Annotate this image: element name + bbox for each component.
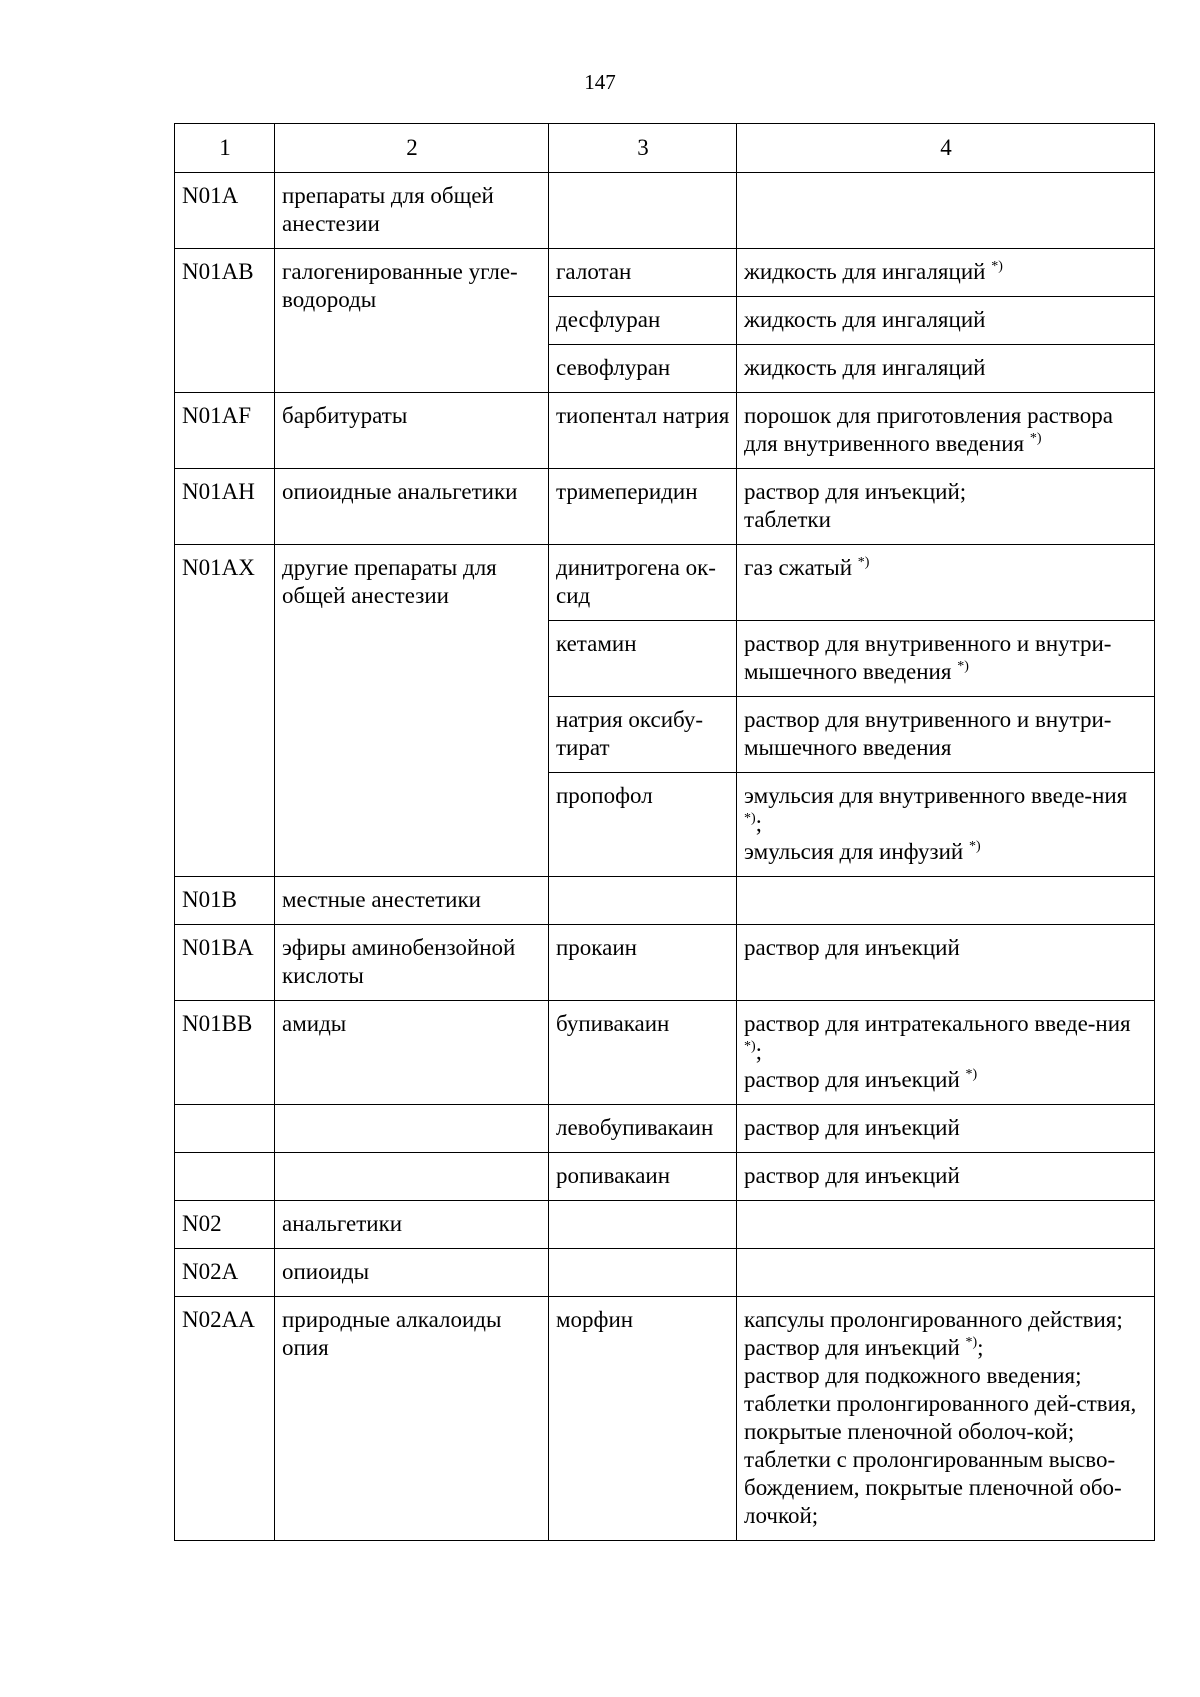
dosage-form-cell xyxy=(737,545,1155,621)
dosage-form-text: эмульсия для внутривенного введе-ния xyxy=(744,783,1128,808)
drug-name-cell: кетамин xyxy=(549,621,737,697)
anatomical-group-cell: анальгетики xyxy=(275,1201,549,1249)
column-header-2: 2 xyxy=(275,124,549,173)
footnote-mark: *) xyxy=(857,555,870,570)
dosage-form-cell xyxy=(737,1249,1155,1297)
table-row xyxy=(175,925,1155,1001)
anatomical-group-cell: другие препараты для общей анестезии xyxy=(275,545,549,877)
anatomical-group-cell: местные анестетики xyxy=(275,877,549,925)
punctuation: ; xyxy=(755,811,763,836)
dosage-form-text: газ сжатый xyxy=(744,555,853,580)
dosage-form-text: капсулы пролонгированного действия; xyxy=(744,1307,1123,1332)
dosage-form-line xyxy=(744,1162,1148,1190)
table-row xyxy=(175,393,1155,469)
dosage-form-cell xyxy=(737,173,1155,249)
footnote-mark: *) xyxy=(965,1067,978,1082)
drug-list-table xyxy=(174,123,1155,1541)
dosage-form-cell xyxy=(737,1201,1155,1249)
anatomical-group-cell: галогенированные угле-водороды xyxy=(275,249,549,393)
atc-code-cell: N01AB xyxy=(175,249,275,393)
drug-name-cell: бупивакаин xyxy=(549,1001,737,1105)
drug-name-cell: тримеперидин xyxy=(549,469,737,545)
anatomical-group-cell: опиоидные анальгетики xyxy=(275,469,549,545)
dosage-form-cell xyxy=(737,925,1155,1001)
dosage-form-line xyxy=(744,1390,1148,1446)
dosage-form-text: таблетки пролонгированного дей-ствия, покрытые пленочной оболоч-кой; xyxy=(744,1391,1137,1444)
table-row xyxy=(175,173,1155,249)
table-row xyxy=(175,1105,1155,1153)
atc-code-cell: N01BA xyxy=(175,925,275,1001)
dosage-form-cell xyxy=(737,697,1155,773)
dosage-form-line xyxy=(744,478,1148,506)
dosage-form-line xyxy=(744,306,1148,334)
table-row xyxy=(175,1153,1155,1201)
dosage-form-cell xyxy=(737,249,1155,297)
drug-name-cell: галотан xyxy=(549,249,737,297)
column-header-1: 1 xyxy=(175,124,275,173)
dosage-form-line xyxy=(744,1334,1148,1362)
atc-code-cell: N02AA xyxy=(175,1297,275,1541)
dosage-form-text: раствор для инъекций; xyxy=(744,479,967,504)
dosage-form-line xyxy=(744,1306,1148,1334)
table-row xyxy=(175,1201,1155,1249)
footnote-mark: *) xyxy=(991,259,1003,274)
dosage-form-text: раствор для инъекций xyxy=(744,935,960,960)
dosage-form-cell xyxy=(737,469,1155,545)
dosage-form-cell xyxy=(737,345,1155,393)
dosage-form-text: жидкость для ингаляций xyxy=(744,355,986,380)
drug-name-cell: морфин xyxy=(549,1297,737,1541)
dosage-form-text: жидкость для ингаляций xyxy=(744,307,986,332)
table-row xyxy=(175,1297,1155,1541)
dosage-form-text: раствор для инъекций xyxy=(744,1163,960,1188)
dosage-form-line xyxy=(744,706,1148,762)
table-row xyxy=(175,877,1155,925)
footnote-mark: *) xyxy=(744,811,756,826)
anatomical-group-cell xyxy=(275,1105,549,1153)
drug-name-cell xyxy=(549,1249,737,1297)
drug-name-cell: пропофол xyxy=(549,773,737,877)
dosage-form-text: раствор для инъекций xyxy=(744,1335,960,1360)
dosage-form-line xyxy=(744,934,1148,962)
atc-code-cell xyxy=(175,1153,275,1201)
dosage-form-cell xyxy=(737,877,1155,925)
drug-name-cell xyxy=(549,877,737,925)
dosage-form-cell xyxy=(737,297,1155,345)
dosage-form-cell xyxy=(737,1153,1155,1201)
footnote-mark: *) xyxy=(957,659,969,674)
atc-code-cell: N01AH xyxy=(175,469,275,545)
table-header xyxy=(175,124,1155,173)
column-header-4: 4 xyxy=(737,124,1155,173)
dosage-form-text: жидкость для ингаляций xyxy=(744,259,986,284)
anatomical-group-cell: барбитураты xyxy=(275,393,549,469)
punctuation: ; xyxy=(755,1039,763,1064)
dosage-form-line xyxy=(744,782,1148,838)
atc-code-cell: N01B xyxy=(175,877,275,925)
footnote-mark: *) xyxy=(965,1335,978,1350)
table-row xyxy=(175,1001,1155,1105)
anatomical-group-cell xyxy=(275,1153,549,1201)
anatomical-group-cell: препараты для общей анестезии xyxy=(275,173,549,249)
dosage-form-text: порошок для приготовления раствора для внутривенного введения xyxy=(744,403,1113,456)
dosage-form-cell xyxy=(737,393,1155,469)
dosage-form-line xyxy=(744,506,1148,534)
dosage-form-text: раствор для внутривенного и внутри-мышечного введения xyxy=(744,631,1112,684)
dosage-form-line xyxy=(744,354,1148,382)
atc-code-cell: N01AF xyxy=(175,393,275,469)
dosage-form-cell xyxy=(737,1001,1155,1105)
dosage-form-text: раствор для инъекций xyxy=(744,1115,960,1140)
dosage-form-line xyxy=(744,630,1148,686)
dosage-form-text: раствор для подкожного введения; xyxy=(744,1363,1082,1388)
anatomical-group-cell: опиоиды xyxy=(275,1249,549,1297)
dosage-form-line xyxy=(744,554,1148,582)
dosage-form-cell xyxy=(737,773,1155,877)
dosage-form-line xyxy=(744,1362,1148,1390)
page-number: 147 xyxy=(584,70,616,94)
table-row xyxy=(175,545,1155,621)
atc-code-cell: N02A xyxy=(175,1249,275,1297)
drug-name-cell: ропивакаин xyxy=(549,1153,737,1201)
footnote-mark: *) xyxy=(1029,431,1042,446)
anatomical-group-cell: природные алкалоиды опия xyxy=(275,1297,549,1541)
dosage-form-cell xyxy=(737,1297,1155,1541)
anatomical-group-cell: амиды xyxy=(275,1001,549,1105)
footnote-mark: *) xyxy=(968,839,981,854)
atc-code-cell: N01BB xyxy=(175,1001,275,1105)
dosage-form-line xyxy=(744,838,1148,866)
dosage-form-line xyxy=(744,402,1148,458)
atc-code-cell: N01A xyxy=(175,173,275,249)
drug-name-cell: динитрогена ок-сид xyxy=(549,545,737,621)
dosage-form-text: раствор для инъекций xyxy=(744,1067,960,1092)
dosage-form-text: эмульсия для инфузий xyxy=(744,839,964,864)
drug-name-cell xyxy=(549,1201,737,1249)
table-row xyxy=(175,469,1155,545)
atc-code-cell: N02 xyxy=(175,1201,275,1249)
dosage-form-text: таблетки xyxy=(744,507,831,532)
atc-code-cell xyxy=(175,1105,275,1153)
footnote-mark: *) xyxy=(744,1039,756,1054)
drug-name-cell xyxy=(549,173,737,249)
table-row xyxy=(175,249,1155,297)
dosage-form-line xyxy=(744,1114,1148,1142)
drug-name-cell: севофлуран xyxy=(549,345,737,393)
dosage-form-text: раствор для интратекального введе-ния xyxy=(744,1011,1131,1036)
drug-name-cell: натрия оксибу-тират xyxy=(549,697,737,773)
table-body xyxy=(175,173,1155,1541)
dosage-form-cell xyxy=(737,621,1155,697)
dosage-form-line xyxy=(744,1010,1148,1066)
dosage-form-line xyxy=(744,258,1148,286)
drug-name-cell: десфлуран xyxy=(549,297,737,345)
dosage-form-line xyxy=(744,1066,1148,1094)
dosage-form-text: таблетки с пролонгированным высво-бождением, покрытые пленочной обо-лочкой; xyxy=(744,1447,1122,1528)
table-row xyxy=(175,1249,1155,1297)
atc-code-cell: N01AX xyxy=(175,545,275,877)
drug-name-cell: тиопентал натрия xyxy=(549,393,737,469)
dosage-form-cell xyxy=(737,1105,1155,1153)
anatomical-group-cell: эфиры аминобензойной кислоты xyxy=(275,925,549,1001)
column-header-3: 3 xyxy=(549,124,737,173)
drug-name-cell: левобупивакаин xyxy=(549,1105,737,1153)
dosage-form-text: раствор для внутривенного и внутри-мышечного введения xyxy=(744,707,1112,760)
drug-name-cell: прокаин xyxy=(549,925,737,1001)
header-row xyxy=(175,124,1155,173)
dosage-form-line xyxy=(744,1446,1148,1530)
punctuation: ; xyxy=(977,1335,984,1360)
